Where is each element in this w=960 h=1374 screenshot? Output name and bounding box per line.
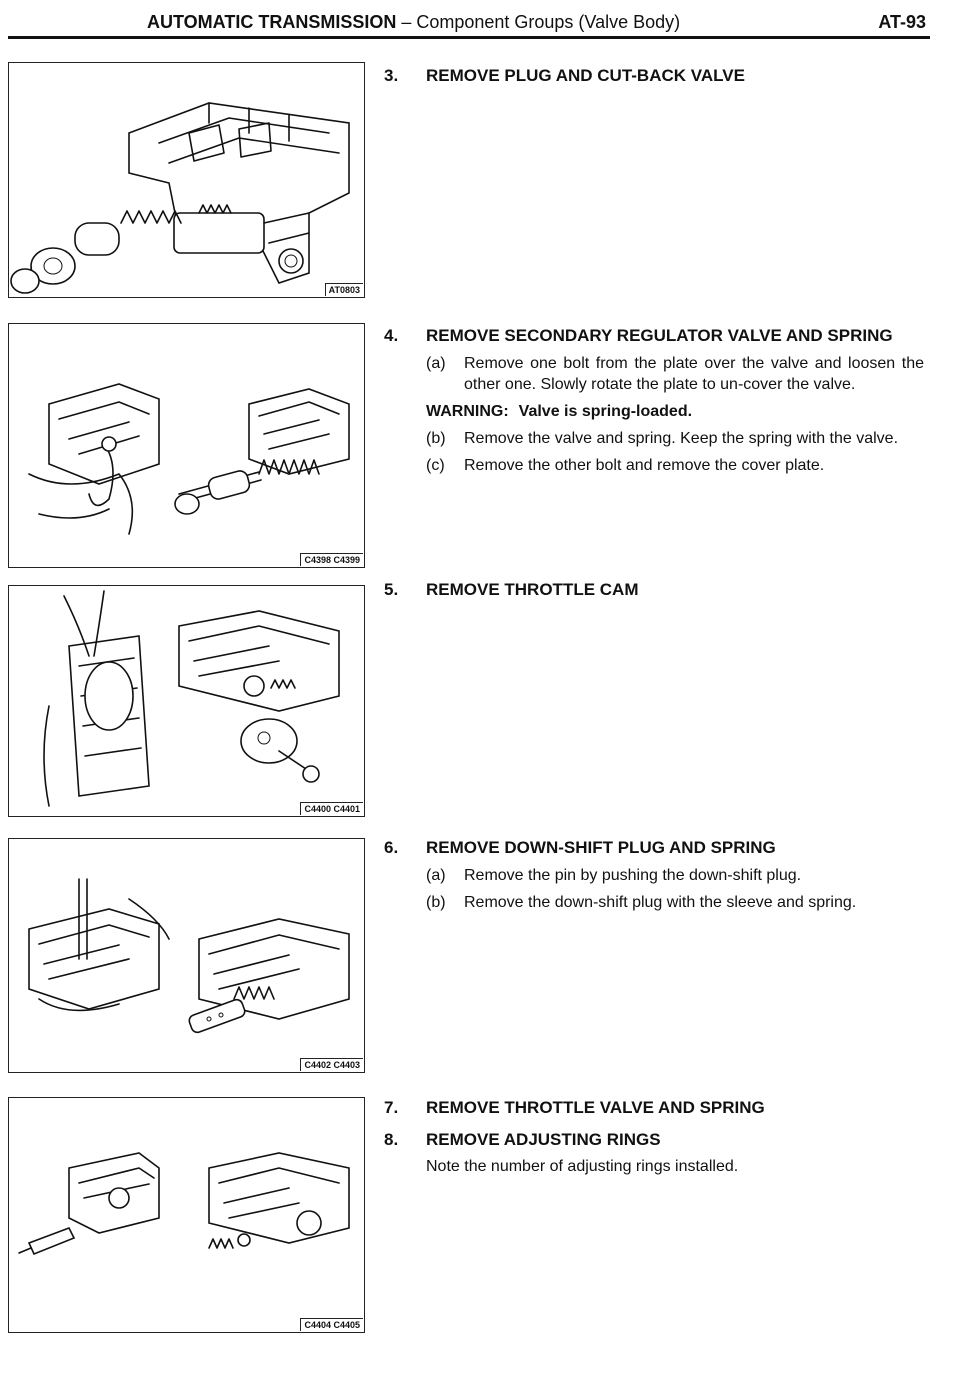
sub-step-letter: (a): [426, 867, 446, 884]
illustration-plug-cutback-valve: [9, 63, 363, 296]
step-number: 7.: [384, 1098, 399, 1117]
figure-code: AT0803: [325, 283, 363, 296]
step-4: [384, 324, 924, 476]
sub-step-letter: (a): [426, 355, 446, 372]
step-title: REMOVE SECONDARY REGULATOR VALVE AND SPRING: [426, 326, 893, 345]
step-heading: [384, 578, 924, 601]
page-header: [0, 0, 960, 40]
figure-secondary-regulator-valve: [8, 323, 365, 568]
figure-code: C4400 C4401: [300, 802, 363, 815]
figure-downshift-plug: [8, 838, 365, 1073]
header-title: [147, 12, 680, 33]
sub-step-b: [426, 428, 924, 449]
sub-step-a: [426, 865, 924, 886]
header-title-main: AUTOMATIC TRANSMISSION: [147, 12, 397, 32]
sub-step-letter: (b): [426, 430, 446, 447]
step-title: REMOVE PLUG AND CUT-BACK VALVE: [426, 66, 745, 85]
figure-plug-cutback-valve: [8, 62, 365, 298]
step-number: 4.: [384, 326, 399, 345]
sub-step-text: Remove the other bolt and remove the cover plate.: [464, 457, 825, 474]
step-number: 5.: [384, 580, 399, 599]
figure-throttle-valve: [8, 1097, 365, 1333]
step-title: REMOVE DOWN-SHIFT PLUG AND SPRING: [426, 838, 776, 857]
header-title-sub: – Component Groups (Valve Body): [396, 12, 681, 32]
step-note: Note the number of adjusting rings installed.: [426, 1158, 739, 1175]
figure-throttle-cam: [8, 585, 365, 817]
step-number: 8.: [384, 1130, 399, 1149]
sub-step-text: Remove the pin by pushing the down-shift plug.: [464, 867, 802, 884]
step-heading: [384, 324, 924, 347]
sub-step-c: [426, 455, 924, 476]
illustration-throttle-cam: [9, 586, 363, 815]
warning-label: WARNING:: [426, 403, 509, 420]
step-8: [384, 1128, 924, 1177]
step-title: REMOVE THROTTLE CAM: [426, 580, 639, 599]
step-number: 3.: [384, 66, 399, 85]
step-title: REMOVE ADJUSTING RINGS: [426, 1130, 661, 1149]
step-number: 6.: [384, 838, 399, 857]
page-number: AT-93: [878, 12, 926, 32]
step-5: [384, 578, 924, 601]
step-heading: [384, 1096, 924, 1119]
step-title: REMOVE THROTTLE VALVE AND SPRING: [426, 1098, 765, 1117]
sub-step-text: Remove the down-shift plug with the sleeve and spring.: [464, 894, 857, 911]
step-heading: [384, 836, 924, 859]
step-7: [384, 1096, 924, 1119]
illustration-secondary-regulator-valve: [9, 324, 363, 566]
illustration-downshift-plug: [9, 839, 363, 1071]
warning-text: Valve is spring-loaded.: [518, 403, 693, 420]
step-heading: [384, 1128, 924, 1151]
step-heading: [384, 64, 924, 87]
step-3: [384, 64, 924, 87]
illustration-throttle-valve: [9, 1098, 363, 1331]
header-rule: [8, 36, 930, 39]
sub-step-b: [426, 892, 924, 913]
figure-code: C4402 C4403: [300, 1058, 363, 1071]
figure-code: C4404 C4405: [300, 1318, 363, 1331]
sub-step-text: Remove one bolt from the plate over the valve and loosen the other one. Slowly rotate the plate to un-cover the valve.: [464, 355, 924, 393]
sub-step-a: [426, 353, 924, 395]
warning-note: [426, 401, 924, 422]
sub-step-letter: (b): [426, 894, 446, 911]
sub-step-text: Remove the valve and spring. Keep the spring with the valve.: [464, 430, 899, 447]
step-6: [384, 836, 924, 913]
figure-code: C4398 C4399: [300, 553, 363, 566]
sub-step-letter: (c): [426, 457, 445, 474]
